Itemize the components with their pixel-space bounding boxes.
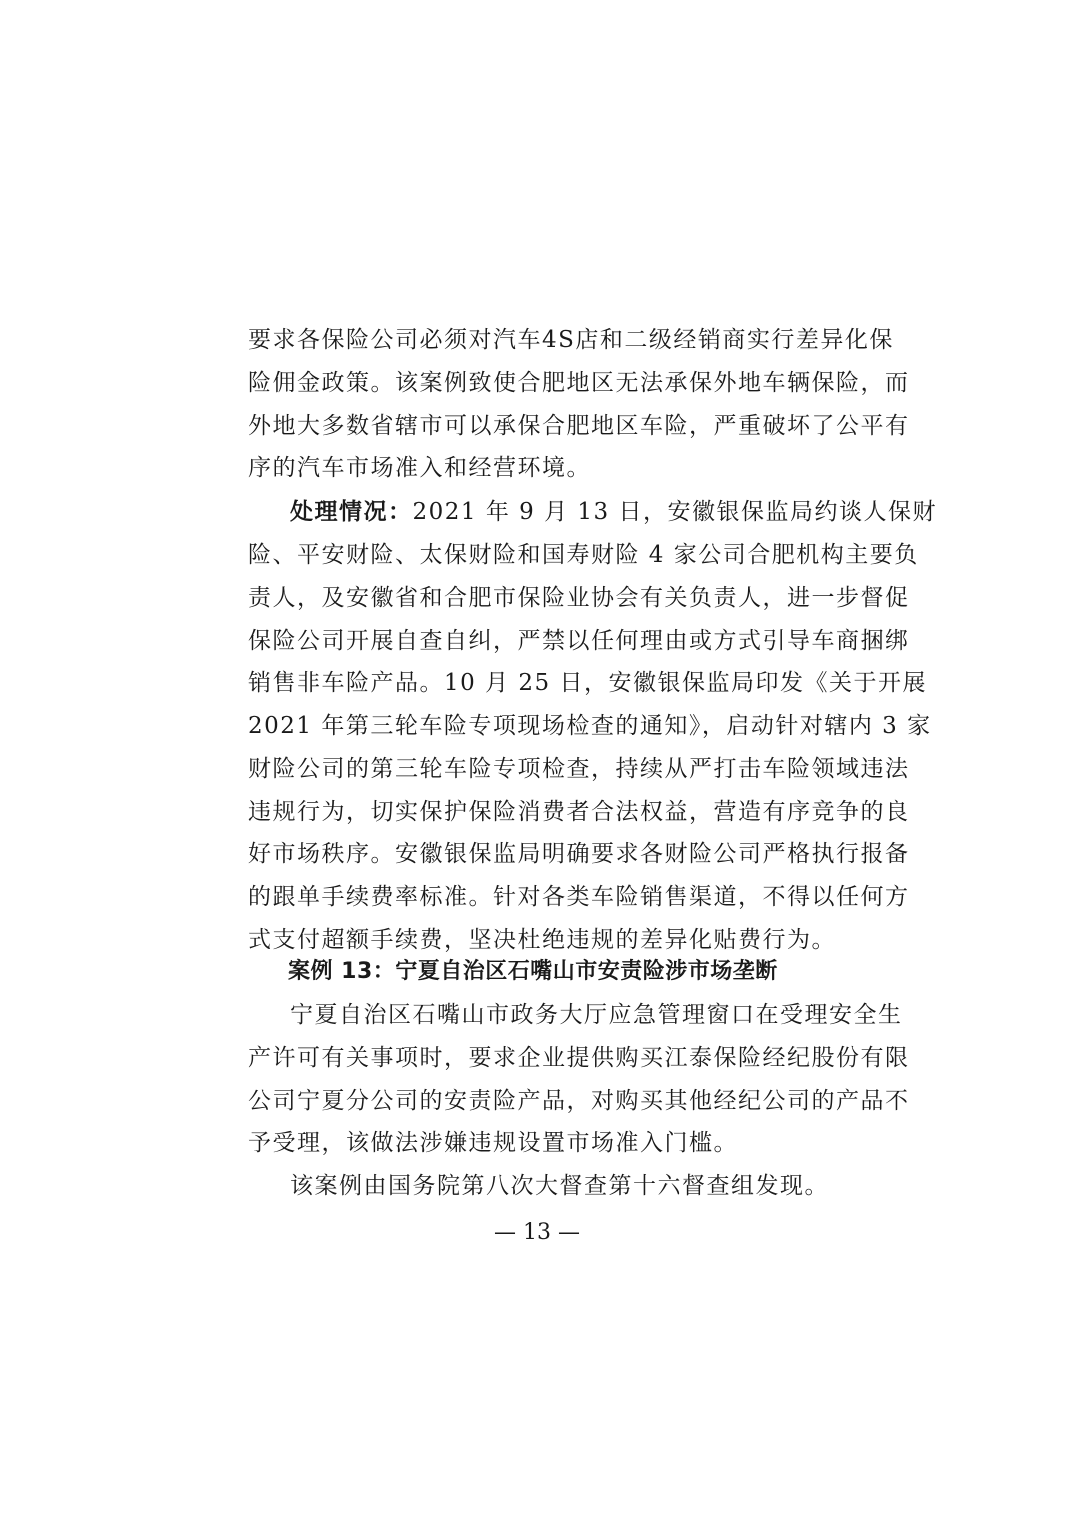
paragraph1-line-4: 序的汽车市场准入和经营环境。: [248, 455, 591, 481]
case13-line-1: 宁夏自治区石嘴山市政务大厅应急管理窗口在受理安全生: [290, 1002, 903, 1028]
paragraph2-line-1: [290, 497, 937, 527]
paragraph2-line-4: 保险公司开展自查自纠，严禁以任何理由或方式引导车商捆绑: [248, 628, 910, 654]
paragraph1-line-2: 险佣金政策。该案例致使合肥地区无法承保外地车辆保险，而: [248, 370, 910, 396]
case13-line-3: 公司宁夏分公司的安责险产品，对购买其他经纪公司的产品不: [248, 1088, 910, 1114]
case13-line-2: 产许可有关事项时，要求企业提供购买江泰保险经纪股份有限: [248, 1045, 910, 1071]
paragraph2-line-3: 责人，及安徽省和合肥市保险业协会有关负责人，进一步督促: [248, 585, 910, 611]
paragraph2-line-11: 式支付超额手续费，坚决杜绝违规的差异化贴费行为。: [248, 927, 836, 953]
case13-source: 该案例由国务院第八次大督查第十六督查组发现。: [290, 1173, 829, 1199]
case13-heading: 案例 13：宁夏自治区石嘴山市安责险涉市场垄断: [288, 959, 778, 984]
paragraph2-line-2: 险、平安财险、太保财险和国寿财险 4 家公司合肥机构主要负: [248, 542, 919, 568]
paragraph2-line-9: 好市场秩序。安徽银保监局明确要求各财险公司严格执行报备: [248, 841, 910, 867]
paragraph2-first-line-rest: 2021 年 9 月 13 日，安徽银保监局约谈人保财: [412, 499, 937, 525]
paragraph1-line-3: 外地大多数省辖市可以承保合肥地区车险，严重破坏了公平有: [248, 413, 910, 439]
paragraph2-line-7: 财险公司的第三轮车险专项检查，持续从严打击车险领域违法: [248, 756, 910, 782]
case13-line-4: 予受理，该做法涉嫌违规设置市场准入门槛。: [248, 1130, 738, 1156]
paragraph1-line-1: 要求各保险公司必须对汽车4S店和二级经销商实行差异化保: [248, 327, 894, 353]
page-number: — 13 —: [494, 1220, 580, 1245]
paragraph2-line-10: 的跟单手续费率标准。针对各类车险销售渠道，不得以任何方: [248, 884, 910, 910]
paragraph2-line-6: 2021 年第三轮车险专项现场检查的通知》，启动针对辖内 3 家: [248, 713, 932, 739]
paragraph2-line-8: 违规行为，切实保护保险消费者合法权益，营造有序竞争的良: [248, 799, 910, 825]
paragraph2-lead: 处理情况：: [290, 499, 413, 525]
paragraph2-line-5: 销售非车险产品。10 月 25 日，安徽银保监局印发《关于开展: [248, 670, 927, 696]
